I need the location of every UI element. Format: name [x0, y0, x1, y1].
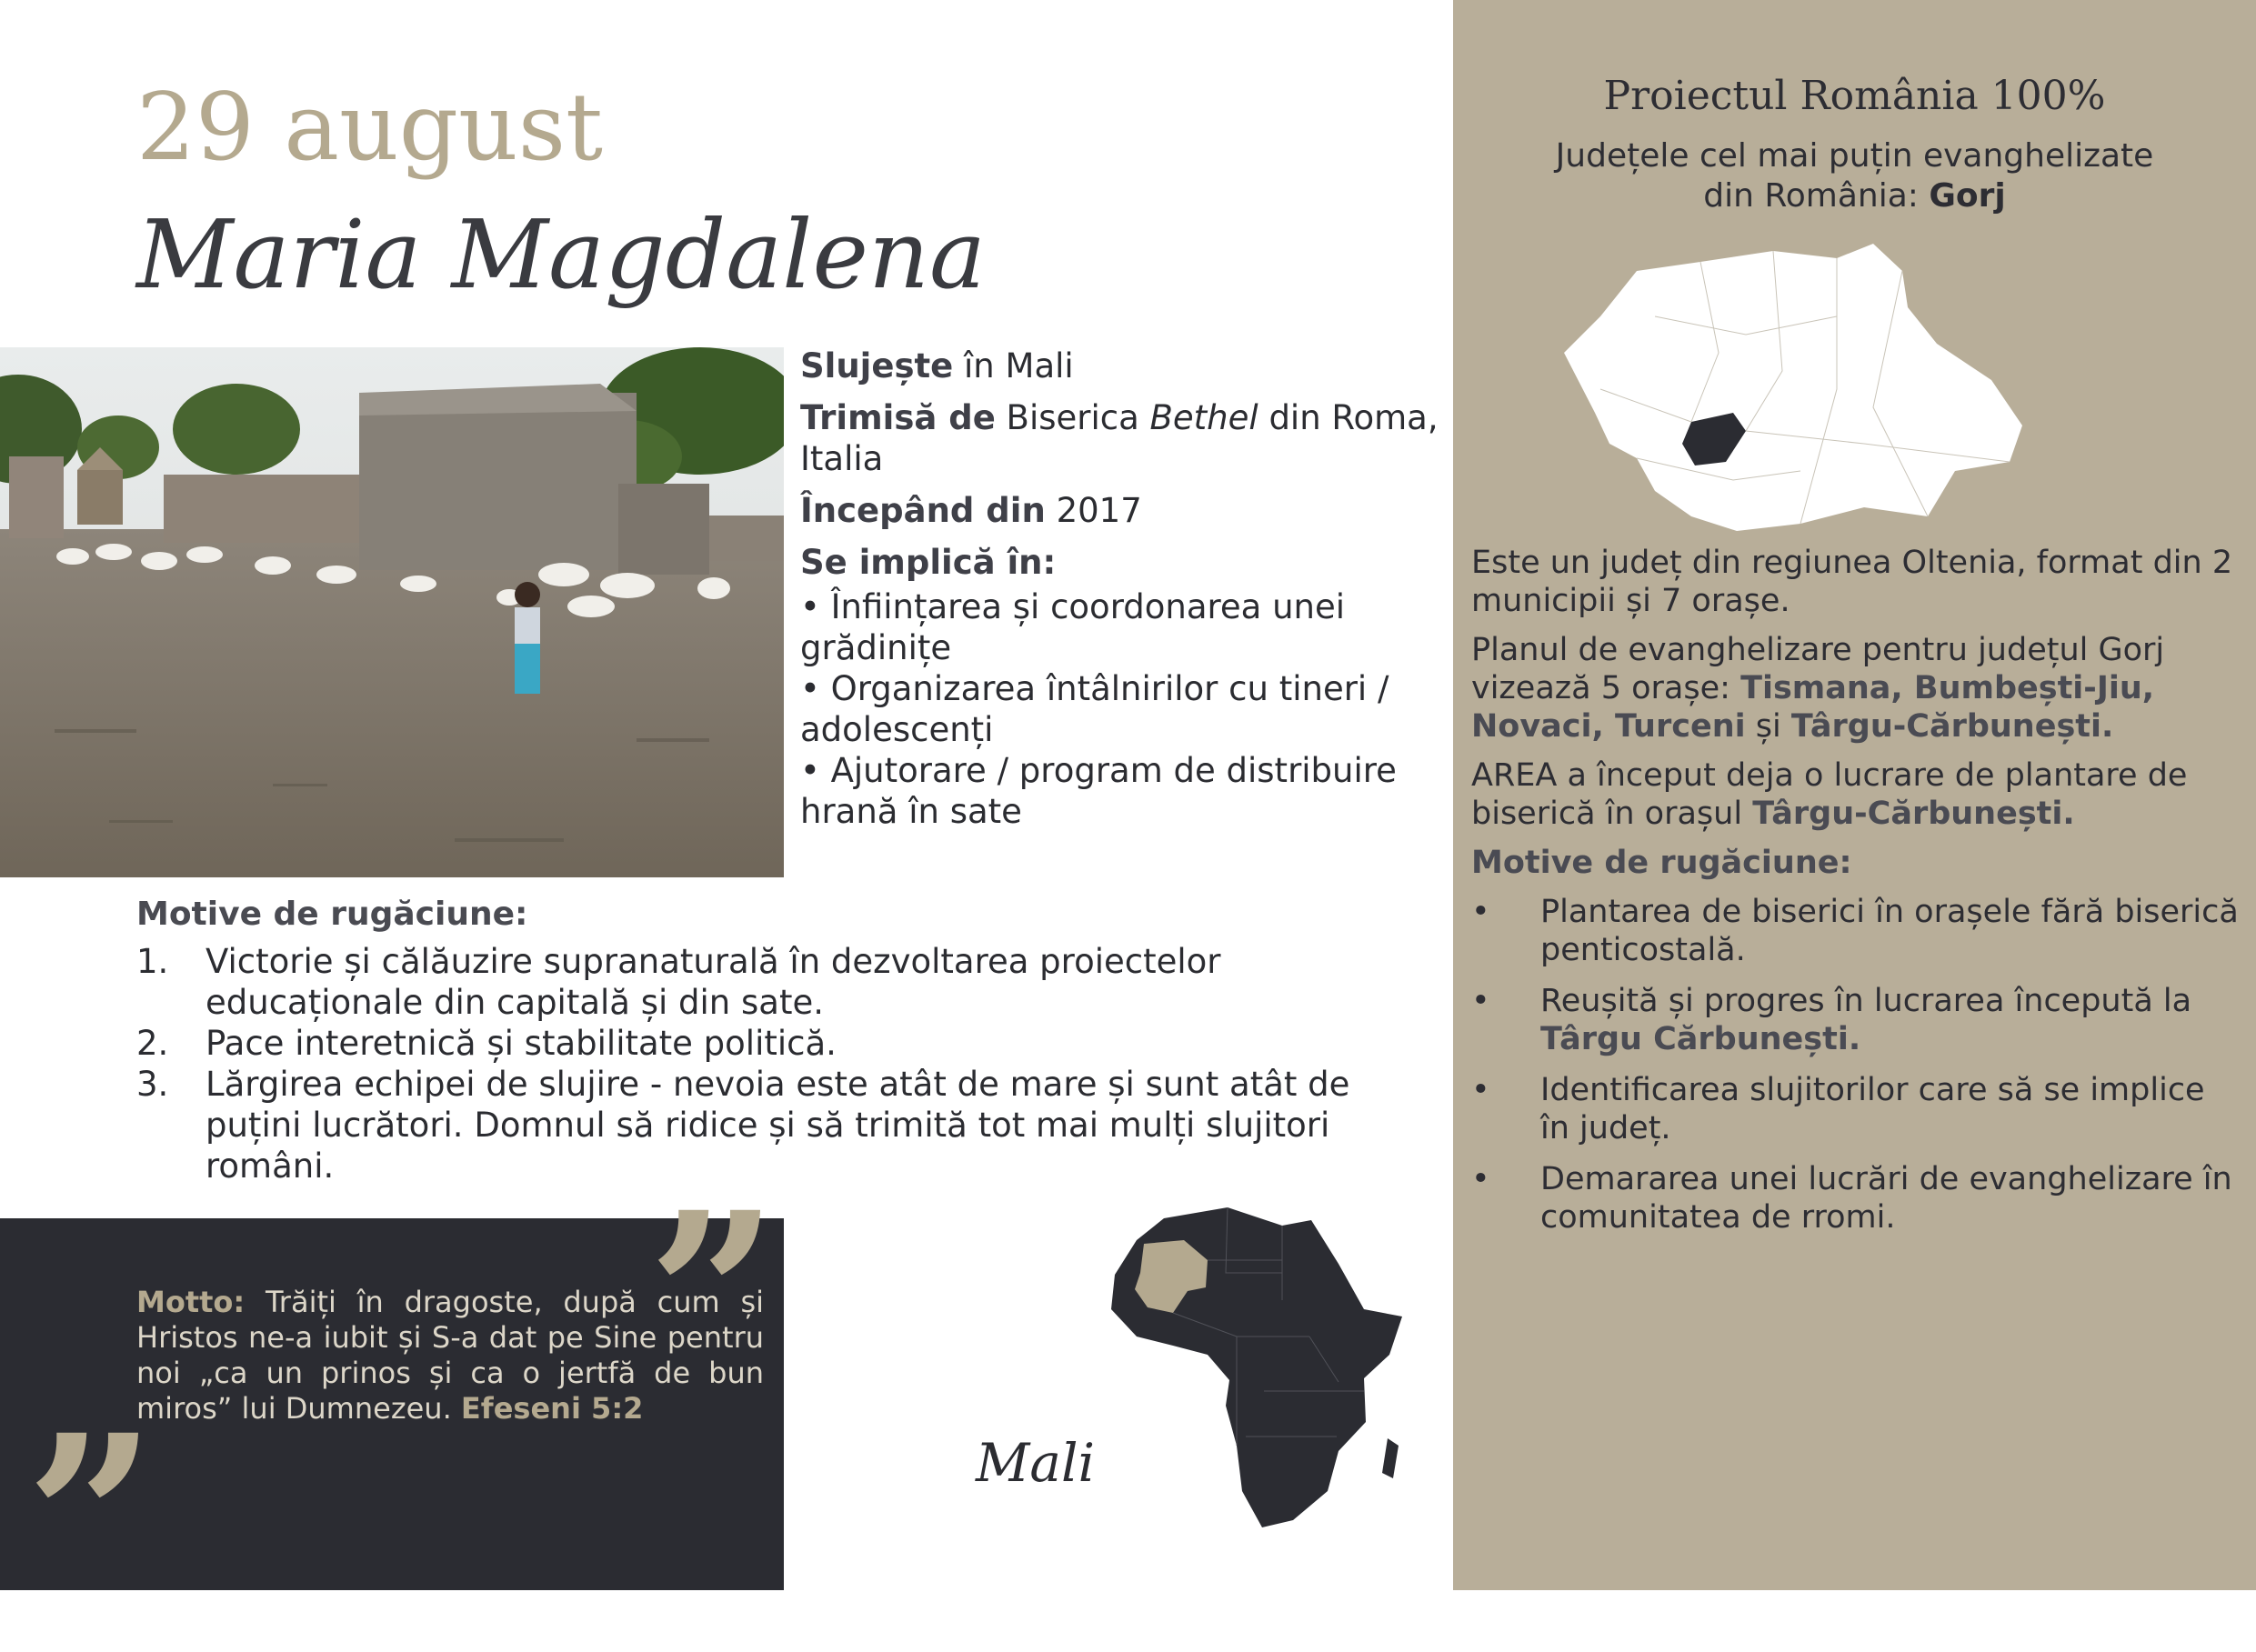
prayer-item: 1. Victorie și călăuzire supranaturală în dezvoltarea proiectelor educaționale din capitală și din sate.: [136, 942, 1221, 1022]
info-sent-by: Trimisă de Biserica Bethel din Roma, Italia: [800, 398, 1439, 478]
info-involved-title: Se implică în:: [800, 543, 1057, 582]
panel-prayer-title: Motive de rugăciune:: [1471, 845, 1852, 881]
map-label: Mali: [976, 1432, 1096, 1494]
quote-mark-icon: ”: [647, 1162, 778, 1429]
prayer-list: [136, 941, 1409, 1186]
project-subtitle: Județele cel mai puțin evanghelizate din România: Gorj: [1555, 137, 2154, 215]
motto-text: Motto: Trăiți în dragoste, după cum și Hristos ne-a iubit și S-a dat pe Sine pentru noi „ca un prinos și ca o jertfă de bun miros” lui Dumnezeu. Efeseni 5:2: [136, 1285, 764, 1426]
project-title: Proiectul România 100%: [1603, 73, 2106, 119]
prayer-item: 3. Lărgirea echipei de slujire - nevoia este atât de mare și sunt atât de puțini lucrători. Domnul să ridice și să trimită tot mai mulți slujitori români.: [136, 1065, 1350, 1186]
info-serves: Slujește în Mali: [800, 346, 1074, 385]
info-involved-item: • Ajutorare / program de distribuire hrană în sate: [800, 751, 1397, 831]
missionary-name: Maria Magdalena: [136, 199, 986, 310]
church-planting: AREA a început deja o lucrare de plantare de biserică în orașul Târgu-Cărbunești.: [1471, 757, 2188, 832]
prayer-title: Motive de rugăciune:: [136, 896, 528, 933]
panel-prayer-item: • Plantarea de biserici în orașele fără biserică penticostală.: [1471, 894, 2239, 968]
mission-photo: [0, 347, 784, 877]
project-body: [1471, 544, 2240, 1249]
panel-prayer-item: • Identificarea slujitorilor care să se implice în județ.: [1471, 1072, 2205, 1146]
info-since: Începând din 2017: [800, 491, 1142, 530]
quote-mark-icon: ”: [25, 1385, 156, 1652]
panel-prayer-item: • Reușită și progres în lucrarea începută la Târgu Cărbunești.: [1471, 983, 2192, 1057]
county-description: Este un județ din regiunea Oltenia, format din 2 municipii și 7 orașe.: [1471, 545, 2233, 619]
info-involved-item: • Înființarea și coordonarea unei grădinițe: [800, 587, 1346, 667]
evangelism-plan: Planul de evanghelizare pentru județul Gorj vizează 5 orașe: Tismana, Bumbești-Jiu, Novaci, Turceni și Târgu-Cărbunești.: [1471, 632, 2165, 745]
panel-prayer-list: [1471, 893, 2240, 1236]
panel-prayer-item: • Demararea unei lucrări de evanghelizare în comunitatea de rromi.: [1471, 1161, 2232, 1236]
info-involved-item: • Organizarea întâlnirilor cu tineri / adolescenți: [800, 669, 1389, 749]
page-date: 29 august: [136, 74, 604, 182]
romania-map: [1564, 244, 2028, 535]
missionary-info: [800, 345, 1455, 832]
africa-map: [1100, 1200, 1409, 1532]
prayer-item: 2. Pace interetnică și stabilitate politică.: [136, 1024, 837, 1063]
